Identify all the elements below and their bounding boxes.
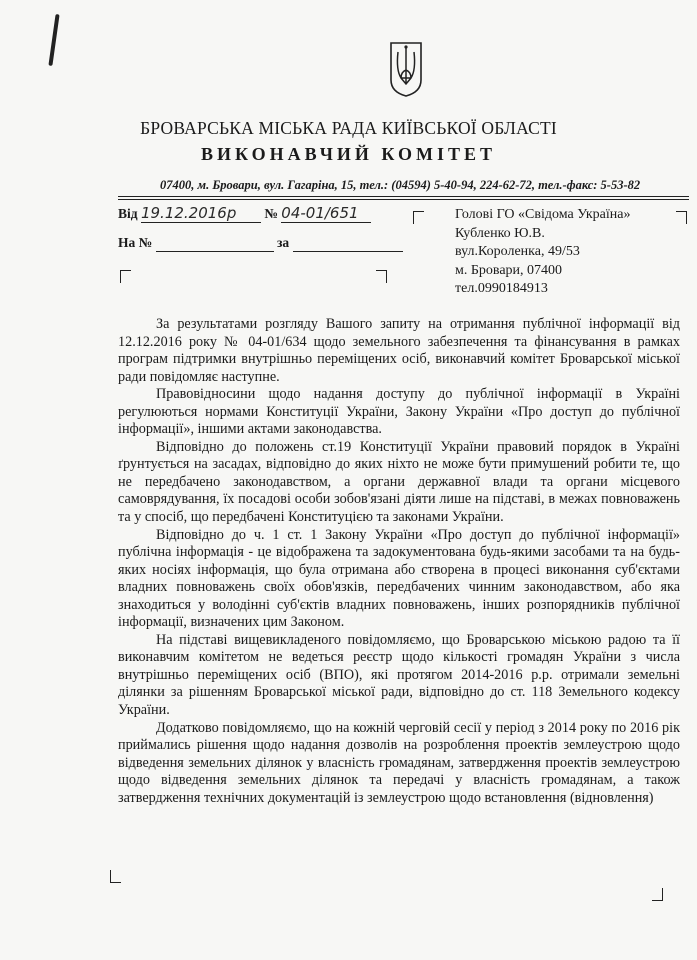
body-paragraph: За результатами розгляду Вашого запиту на отримання публічної інформації від 12.12.2016 року № 04-01/634 щодо земельного забезпечення та фінансування в рамках програм підтримки внутрішньо переміщених осіб, виконавчий комітет Броварської міської ради повідомляє наступне. bbox=[118, 316, 680, 385]
recipient-line: вул.Короленка, 49/53 bbox=[455, 244, 580, 259]
body-paragraph: Додатково повідомляємо, що на кожній черговій сесії у період з 2014 року по 2016 рік приймались рішення щодо надання дозволів на розроблення проектів землеустрою щодо відведення земельних ділянок у власність громадянам, затвердження проектів землеустрою щодо відведення земельних ділянок та передачі у власність громадянам, а також затвердження технічних документацій із землеустрою щодо встановлення (відновлення) bbox=[118, 719, 680, 806]
letter-date: 19.12.2016р bbox=[141, 204, 261, 223]
reference-number-label: На № bbox=[118, 235, 153, 250]
recipient-line: м. Бровари, 07400 bbox=[455, 262, 563, 278]
corner-mark bbox=[376, 270, 387, 283]
corner-mark bbox=[652, 888, 663, 901]
body-paragraph: Відповідно до ч. 1 ст. 1 Закону України «Про доступ до публічної інформації» публічна інформація - це відображена та задокументована будь-якими засобами та на будь-яких носіях інформація, що була отримана або створена в процесі виконання суб'єктами владних повноважень своїх обов'язків, передбачених чинним законодавством, або яка знаходиться у володінні суб'єктів владних повноважень, інших розпорядників публічної інформації, визначених цим Законом. bbox=[118, 526, 680, 631]
handwritten-mark bbox=[48, 14, 59, 66]
body-paragraph: Відповідно до положень ст.19 Конституції України правовий порядок в Україні ґрунтується на засадах, відповідно до яких ніхто не може бути примушений робити те, що не передбачено законодавством, а органи державної влади та органи місцевого самоврядування, їх посадові особи зобов'язані діяти лише на підставі, в межах повноважень та у спосіб, що передбачені Конституцією та законами України. bbox=[118, 438, 680, 526]
corner-mark bbox=[413, 211, 424, 224]
recipient-line: Кубленко Ю.В. bbox=[455, 225, 545, 241]
recipient-line: Голові ГО «Свідома Україна» bbox=[455, 207, 631, 222]
committee-name: ВИКОНАВЧИЙ КОМІТЕТ bbox=[200, 144, 497, 164]
corner-mark bbox=[120, 270, 131, 283]
reference-line bbox=[118, 235, 403, 252]
reference-date-blank bbox=[293, 235, 403, 252]
header-divider bbox=[118, 196, 689, 197]
corner-mark bbox=[110, 870, 121, 883]
corner-mark bbox=[676, 211, 687, 224]
letter-number: 04-01/651 bbox=[281, 204, 371, 223]
from-label: Від bbox=[118, 206, 138, 221]
trident-emblem-icon bbox=[388, 40, 424, 98]
number-label: № bbox=[264, 206, 278, 221]
header-divider-thin bbox=[118, 199, 689, 200]
body-paragraph: На підставі вищевикладеного повідомляємо, що Броварською міською радою та її виконавчим комітетом не ведеться реєстр щодо кількості громадян України з числа внутрішньо переміщених осіб (ВПО), які протягом 2014-2016 р.р. отримали земельні ділянки за рішенням Броварської міської ради, відповідно до ст. 118 Земельного кодексу України. bbox=[118, 631, 680, 719]
recipient-line: тел.0990184913 bbox=[455, 281, 548, 296]
registration-line bbox=[118, 204, 371, 223]
letter-body bbox=[118, 316, 680, 807]
address-line: 07400, м. Бровари, вул. Гагаріна, 15, тел.: (04594) 5-40-94, 224-62-72, тел.-факс: 5-53-82 bbox=[160, 178, 641, 192]
organization-name: БРОВАРСЬКА МІСЬКА РАДА КИЇВСЬКОЇ ОБЛАСТІ bbox=[140, 118, 557, 138]
reference-number-blank bbox=[156, 235, 274, 252]
reference-date-label: за bbox=[276, 235, 290, 250]
body-paragraph: Правовідносини щодо надання доступу до публічної інформації в Україні регулюються нормами Конституції України, Закону України «Про доступ до публічної інформації», іншими актами законодавства. bbox=[118, 386, 680, 438]
recipient-block bbox=[455, 206, 631, 299]
